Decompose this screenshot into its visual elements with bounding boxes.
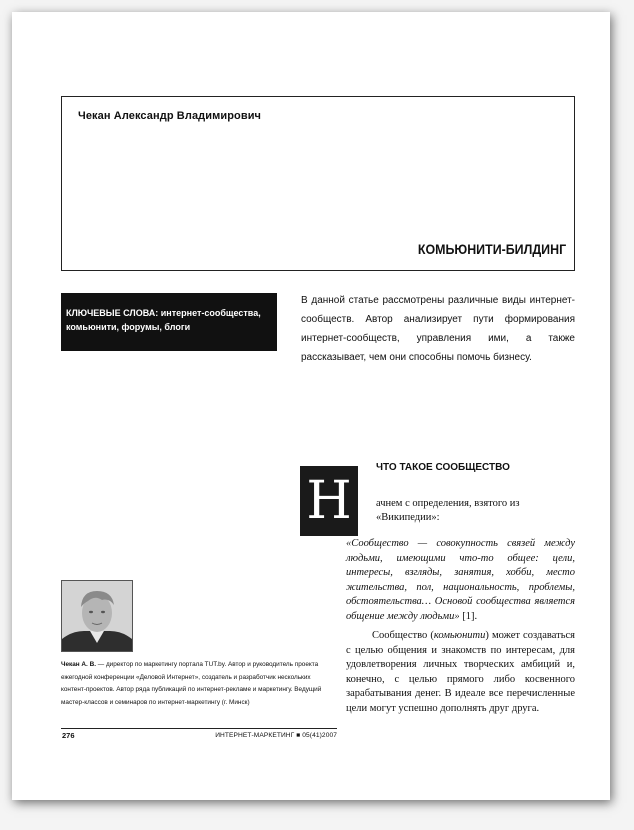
paragraph-start: Сообщество ( <box>372 630 434 641</box>
section-heading: ЧТО ТАКОЕ СООБЩЕСТВО <box>376 462 510 473</box>
drop-cap: Н <box>300 466 358 536</box>
page-number: 276 <box>62 731 75 740</box>
keywords-box <box>61 293 277 351</box>
quote-reference: [1]. <box>459 610 478 622</box>
intro-text: ачнем с определения, взятого из «Википедии»: <box>376 498 520 523</box>
paragraph-rest: ) может создаваться с целью общения и знакомств по интересам, для удовлетворения личных творческих амбиций и, конечно, с целью прямого либо косвенного зарабатывания денег. В идеале все перечисленные цели могут успешно дополнять друг друга. <box>346 630 575 714</box>
paragraph-term: комьюнити <box>433 630 486 641</box>
title-box <box>61 96 575 271</box>
body-paragraph <box>346 629 575 716</box>
author-portrait-image <box>62 581 132 651</box>
author-photo <box>61 580 133 652</box>
author-name: Чекан Александр Владимирович <box>78 110 262 122</box>
author-bio <box>61 659 337 709</box>
document-page <box>12 12 610 800</box>
quote-text: «Сообщество — совокупность связей между людьми, имеющими что-то общее: цели, интересы, взгляды, занятия, хобби, место жительства, пол, национальность, проблемы, обстоятельства… Основой сообщества является общение между людьми» <box>346 538 575 622</box>
journal-issue: ИНТЕРНЕТ-МАРКЕТИНГ ■ 05(41)2007 <box>215 732 337 739</box>
abstract: В данной статье рассмотрены различные виды интернет-сообществ. Автор анализирует пути формирования интернет-сообществ, управления ими, а также рассказывает, чем они способны помочь бизнесу. <box>301 295 575 363</box>
definition-quote <box>346 537 575 624</box>
keywords-line-2: комьюнити, форумы, блоги <box>66 322 191 332</box>
footer-rule <box>61 728 337 729</box>
bio-text: — директор по маркетингу портала TUT.by. Автор и руководитель проекта ежегодной конференции «Деловой Интернет», создатель и разработчик нескольких контент-проектов. Автор ряда публикаций по интернет-рекламе и маркетингу. Ведущий мастер-классов и семинаров по интернет-маркетингу (г. Минск) <box>61 661 322 706</box>
article-title: КОМЬЮНИТИ-БИЛДИНГ <box>417 242 566 257</box>
bio-name: Чекан А. В. <box>61 661 96 668</box>
keywords-line-1: КЛЮЧЕВЫЕ СЛОВА: интернет-сообщества, <box>66 308 261 318</box>
